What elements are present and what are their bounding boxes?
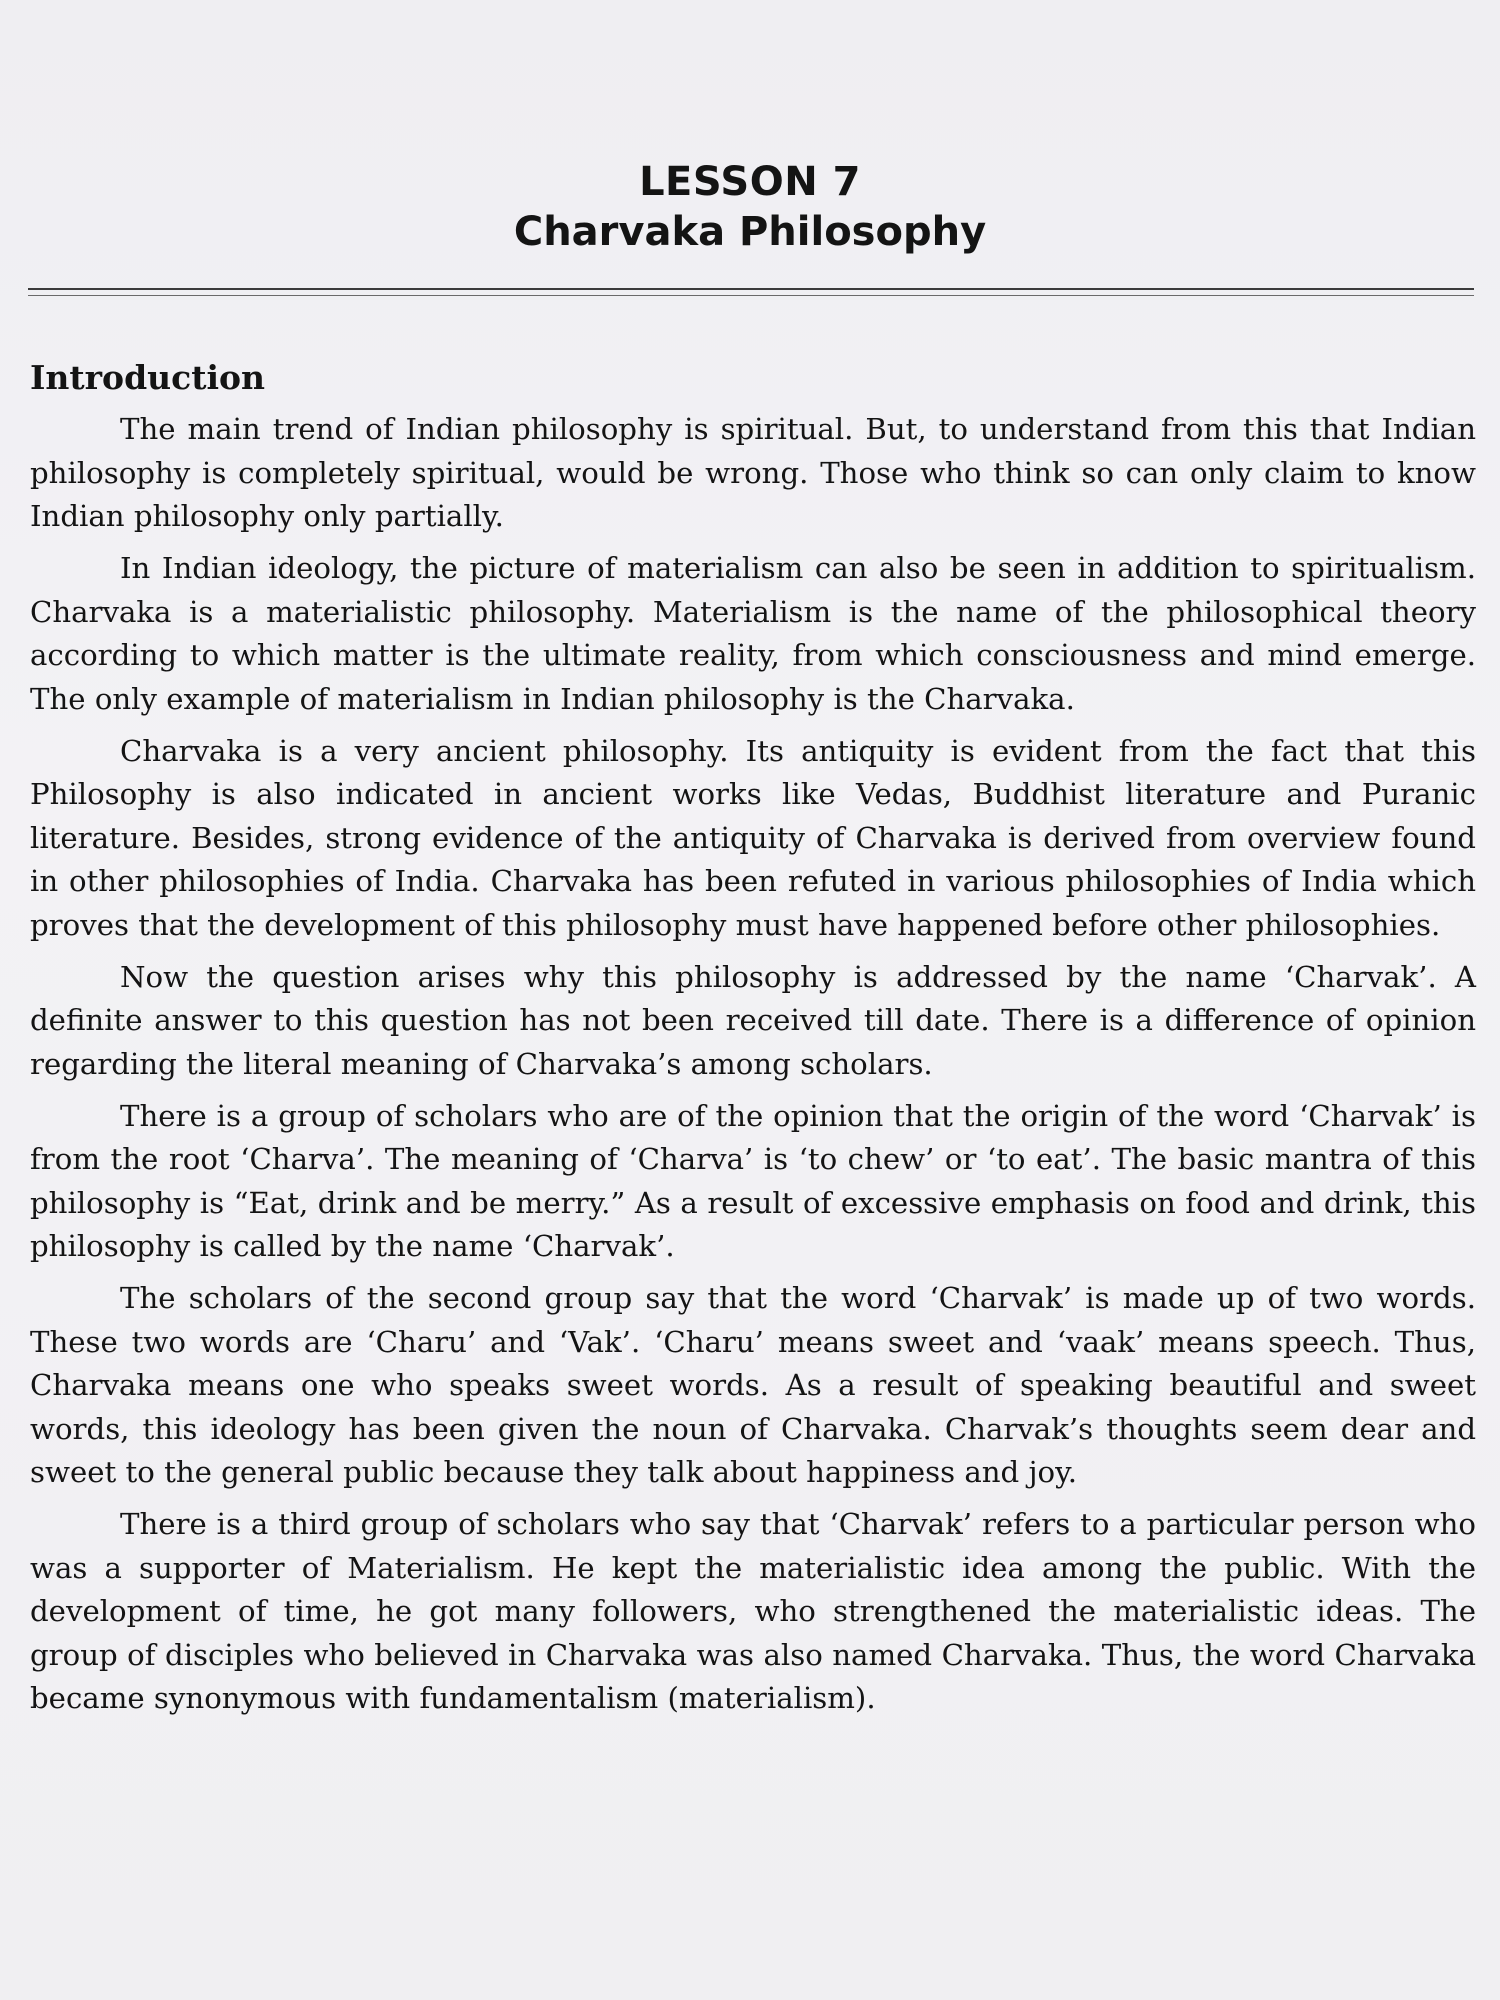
title-divider — [28, 288, 1474, 290]
section-heading: Introduction — [30, 358, 266, 397]
chapter-title: Charvaka Philosophy — [513, 209, 987, 255]
paragraph: Charvaka is a very ancient philosophy. Its antiquity is evident from the fact that this Philosophy is also indicated in ancient works like Vedas, Buddhist literature and Puranic literature. Besides, strong evidence of the antiquity of Charvaka is derived from overview found in other philosophies of India. Charvaka has been refuted in various philosophies of India which proves that the development of this philosophy must have happened before other philosophies. — [30, 733, 1476, 942]
paragraph: The scholars of the second group say that the word ‘Charvak’ is made up of two words. These two words are ‘Charu’ and ‘Vak’. ‘Charu’ means sweet and ‘vaak’ means speech. Thus, Charvaka means one who speaks sweet words. As a result of speaking beautiful and sweet words, this ideology has been given the noun of Charvaka. Charvak’s thoughts seem dear and sweet to the general public because they talk about happiness and joy. — [30, 1281, 1476, 1489]
lesson-label: LESSON 7 — [639, 159, 861, 205]
body-text — [30, 408, 1476, 1729]
lesson-title-block — [0, 158, 1500, 258]
bleed-through-page-number — [28, 56, 36, 81]
title-divider-thin — [28, 295, 1474, 296]
paragraph: There is a group of scholars who are of the opinion that the origin of the word ‘Charvak’ is from the root ‘Charva’. The meaning of ‘Charva’ is ‘to chew’ or ‘to eat’. The basic mantra of this philosophy is “Eat, drink and be merry.” As a result of excessive emphasis on food and drink, this philosophy is called by the name ‘Charvak’. — [30, 1098, 1476, 1263]
paragraph: There is a third group of scholars who say that ‘Charvak’ refers to a particular person who was a supporter of Materialism. He kept the materialistic idea among the public. With the development of time, he got many followers, who strengthened the materialistic ideas. The group of disciples who believed in Charvaka was also named Charvaka. Thus, the word Charvaka became synonymous with fundamentalism (materialism). — [30, 1507, 1476, 1715]
paragraph: The main trend of Indian philosophy is spiritual. But, to understand from this that Indian philosophy is completely spiritual, would be wrong. Those who think so can only claim to know Indian philosophy only partially. — [30, 412, 1476, 533]
paragraph: In Indian ideology, the picture of materialism can also be seen in addition to spiritualism. Charvaka is a materialistic philosophy. Materialism is the name of the philosophical theory according to which matter is the ultimate reality, from which consciousness and mind emerge. The only example of materialism in Indian philosophy is the Charvaka. — [30, 551, 1476, 716]
paragraph: Now the question arises why this philosophy is addressed by the name ‘Charvak’. A definite answer to this question has not been received till date. There is a difference of opinion regarding the literal meaning of Charvaka’s among scholars. — [30, 959, 1476, 1081]
